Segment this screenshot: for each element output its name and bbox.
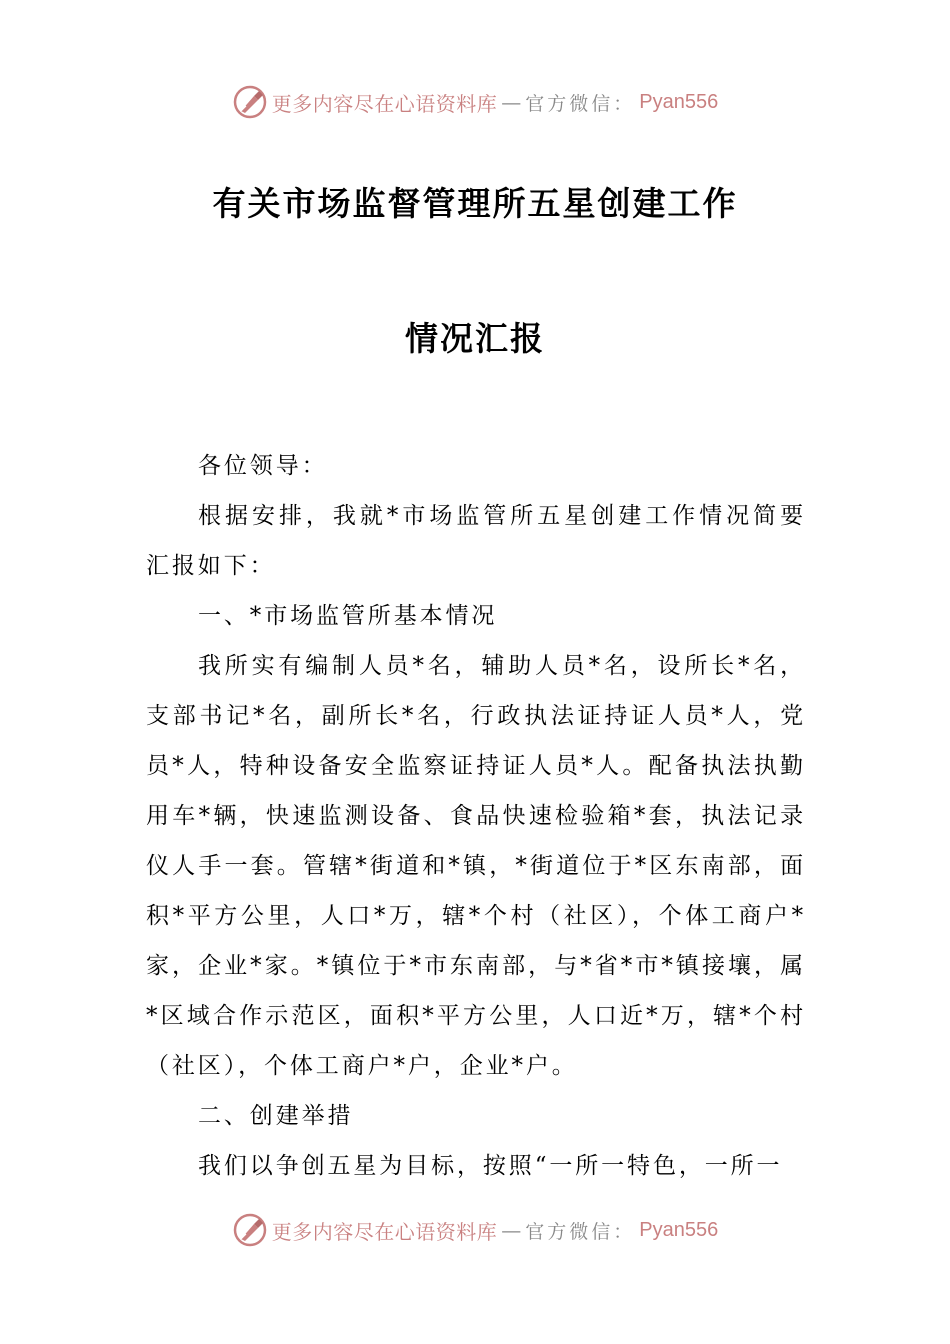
document-title-line-1: 有关市场监督管理所五星创建工作: [212, 184, 738, 223]
watermark-wechat-label: 官方微信：: [525, 1220, 636, 1243]
watermark-wechat-id: Pyan556: [639, 1218, 719, 1241]
header-watermark: [0, 82, 950, 122]
document-body: [146, 441, 806, 1191]
section-heading-2: 二、创建举措: [198, 1103, 354, 1129]
pen-nib-logo-icon: [232, 1212, 268, 1248]
watermark-text: 更多内容尽在心语资料库: [271, 1219, 498, 1244]
watermark-separator: —: [501, 1218, 522, 1242]
paragraph-intro: 根据安排，我就*市场监管所五星创建工作情况简要汇报如下：: [146, 503, 806, 579]
watermark-text: 更多内容尽在心语资料库: [271, 91, 498, 116]
watermark-wechat-id: Pyan556: [639, 90, 719, 113]
paragraph-basic-info: 我所实有编制人员*名，辅助人员*名，设所长*名，支部书记*名，副所长*名，行政执法证持证人员*人，党员*人，特种设备安全监察证持证人员*人。配备执法执勤用车*辆，快速监测设备、食品快速检验箱*套，执法记录仪人手一套。管辖*街道和*镇，*街道位于*区东南部，面积*平方公里，人口*万，辖*个村（社区），个体工商户*家，企业*家。*镇位于*市东南部，与*省*市*镇接壤，属*区域合作示范区，面积*平方公里，人口近*万，辖*个村（社区），个体工商户*户，企业*户。: [146, 653, 806, 1079]
footer-watermark: [0, 1210, 950, 1250]
watermark-wechat-label: 官方微信：: [525, 92, 636, 115]
section-heading-1: 一、*市场监管所基本情况: [198, 603, 498, 629]
paragraph-measures: 我们以争创五星为目标，按照“一所一特色，一所一: [198, 1153, 783, 1179]
paragraph-salutation: 各位领导：: [198, 453, 328, 479]
pen-nib-logo-icon: [232, 84, 268, 120]
document-title-line-2: 情况汇报: [405, 319, 545, 358]
watermark-separator: —: [501, 90, 522, 114]
